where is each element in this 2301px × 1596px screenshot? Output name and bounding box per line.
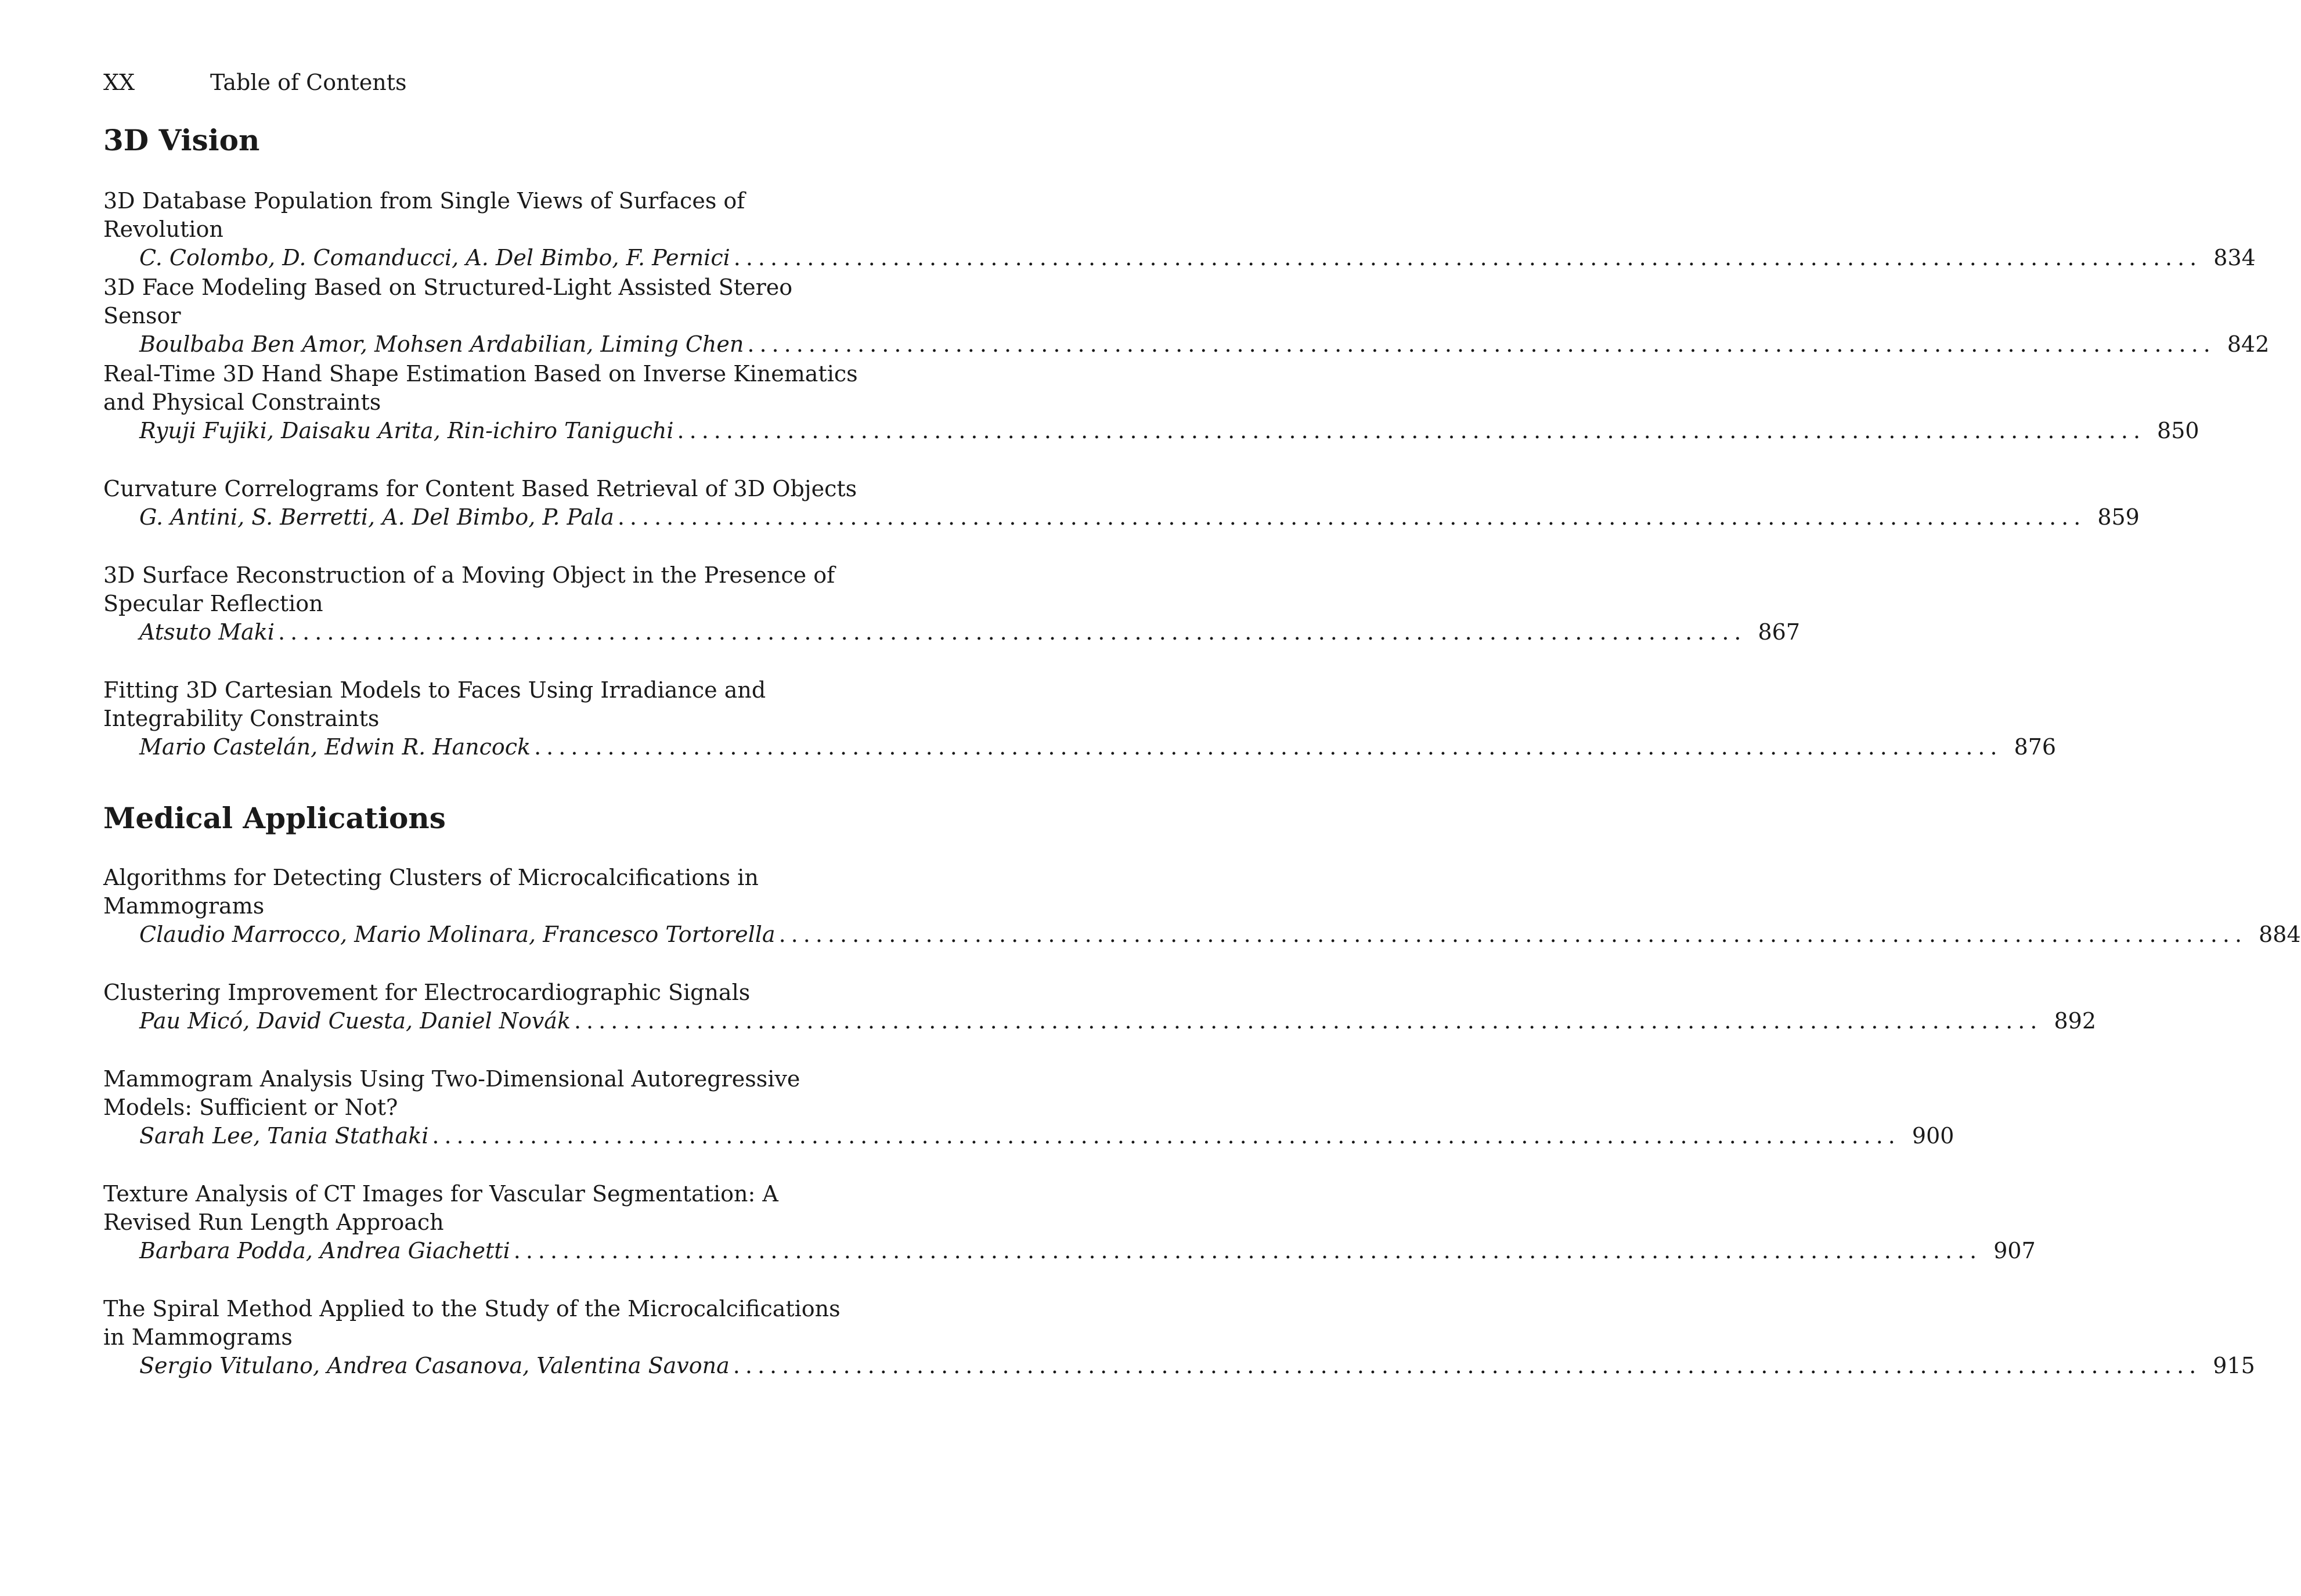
dot-leader: ........................................................................................................................ xyxy=(574,1008,2043,1034)
entry-byline xyxy=(103,1122,1954,1150)
entry-byline xyxy=(103,733,2057,761)
entry-authors: Mario Castelán, Edwin R. Hancock xyxy=(139,734,531,760)
entry-page-number: 834 xyxy=(2213,245,2256,270)
entry-page-number: 876 xyxy=(2014,734,2057,760)
entry-authors: G. Antini, S. Berretti, A. Del Bimbo, P. Pala xyxy=(139,504,614,530)
entry-byline xyxy=(103,330,2270,359)
entry-authors: Barbara Podda, Andrea Giachetti xyxy=(139,1238,510,1263)
dot-leader: ........................................................................................................................ xyxy=(513,1238,1982,1263)
toc-entry[interactable] xyxy=(103,1180,2036,1265)
entry-byline xyxy=(103,920,2301,949)
entry-authors: Claudio Marrocco, Mario Molinara, Francesco Tortorella xyxy=(139,922,776,947)
entry-page-number: 915 xyxy=(2213,1353,2255,1378)
entry-title: Clustering Improvement for Electrocardiographic Signals xyxy=(103,980,751,1005)
page-folio: XX xyxy=(103,70,135,95)
dot-leader: ........................................................................................................................ xyxy=(534,734,2003,760)
dot-leader: ........................................................................................................................ xyxy=(617,504,2086,530)
entry-byline xyxy=(103,244,2256,272)
dot-leader: ........................................................................................................................ xyxy=(677,418,2146,443)
entry-authors: C. Colombo, D. Comanducci, A. Del Bimbo, F. Pernici xyxy=(139,245,730,270)
entry-byline xyxy=(103,1007,2096,1035)
toc-entry[interactable] xyxy=(103,864,2301,949)
toc-entry[interactable] xyxy=(103,360,2199,445)
entry-byline xyxy=(103,503,2140,532)
dot-leader: ........................................................................................................................ xyxy=(747,331,2216,357)
running-title: Table of Contents xyxy=(210,70,407,95)
entry-title: Texture Analysis of CT Images for Vascular Segmentation: A Revised Run Length Approach xyxy=(103,1181,778,1235)
section-heading-medical-applications: Medical Applications xyxy=(103,801,446,835)
entry-page-number: 907 xyxy=(1993,1238,2036,1263)
entry-byline xyxy=(103,618,1801,647)
dot-leader: ........................................................................................................................ xyxy=(733,245,2202,270)
entry-title: The Spiral Method Applied to the Study of the Microcalcifications in Mammograms xyxy=(103,1296,841,1350)
toc-entry[interactable] xyxy=(103,561,1801,647)
entry-authors: Pau Micó, David Cuesta, Daniel Novák xyxy=(139,1008,571,1034)
toc-entry[interactable] xyxy=(103,1295,2255,1380)
entry-title: Mammogram Analysis Using Two-Dimensional Autoregressive Models: Sufficient or Not? xyxy=(103,1066,800,1120)
entry-page-number: 892 xyxy=(2054,1008,2096,1034)
entry-title: Curvature Correlograms for Content Based Retrieval of 3D Objects xyxy=(103,476,857,501)
entry-byline xyxy=(103,1237,2036,1265)
dot-leader: ........................................................................................................................ xyxy=(278,619,1747,645)
entry-page-number: 900 xyxy=(1912,1123,1954,1149)
dot-leader: ........................................................................................................................ xyxy=(733,1353,2202,1378)
toc-entry[interactable] xyxy=(103,187,2256,272)
entry-title: 3D Face Modeling Based on Structured-Light Assisted Stereo Sensor xyxy=(103,275,793,328)
toc-entry[interactable] xyxy=(103,475,2140,532)
entry-title: Real-Time 3D Hand Shape Estimation Based on Inverse Kinematics and Physical Constraints xyxy=(103,361,858,415)
toc-entry[interactable] xyxy=(103,1065,1954,1150)
entry-byline xyxy=(103,1352,2255,1380)
entry-page-number: 842 xyxy=(2227,331,2270,357)
running-head xyxy=(103,68,407,96)
entry-page-number: 884 xyxy=(2259,922,2301,947)
entry-authors: Ryuji Fujiki, Daisaku Arita, Rin-ichiro Taniguchi xyxy=(139,418,674,443)
entry-byline xyxy=(103,417,2199,445)
section-heading-3d-vision: 3D Vision xyxy=(103,123,260,157)
dot-leader: ........................................................................................................................ xyxy=(432,1123,1900,1149)
entry-authors: Sergio Vitulano, Andrea Casanova, Valentina Savona xyxy=(139,1353,730,1378)
entry-title: Algorithms for Detecting Clusters of Microcalcifications in Mammograms xyxy=(103,865,759,919)
toc-entry[interactable] xyxy=(103,273,2270,359)
entry-page-number: 850 xyxy=(2157,418,2199,443)
entry-authors: Sarah Lee, Tania Stathaki xyxy=(139,1123,429,1149)
entry-title: 3D Database Population from Single Views of Surfaces of Revolution xyxy=(103,188,745,242)
toc-entry[interactable] xyxy=(103,676,2057,761)
entry-authors: Boulbaba Ben Amor, Mohsen Ardabilian, Liming Chen xyxy=(139,331,744,357)
entry-authors: Atsuto Maki xyxy=(139,619,275,645)
entry-page-number: 867 xyxy=(1758,619,1801,645)
dot-leader: ........................................................................................................................ xyxy=(778,922,2248,947)
entry-title: 3D Surface Reconstruction of a Moving Object in the Presence of Specular Reflection xyxy=(103,562,835,616)
toc-entry[interactable] xyxy=(103,978,2096,1035)
entry-title: Fitting 3D Cartesian Models to Faces Using Irradiance and Integrability Constraints xyxy=(103,677,766,731)
entry-page-number: 859 xyxy=(2097,504,2140,530)
